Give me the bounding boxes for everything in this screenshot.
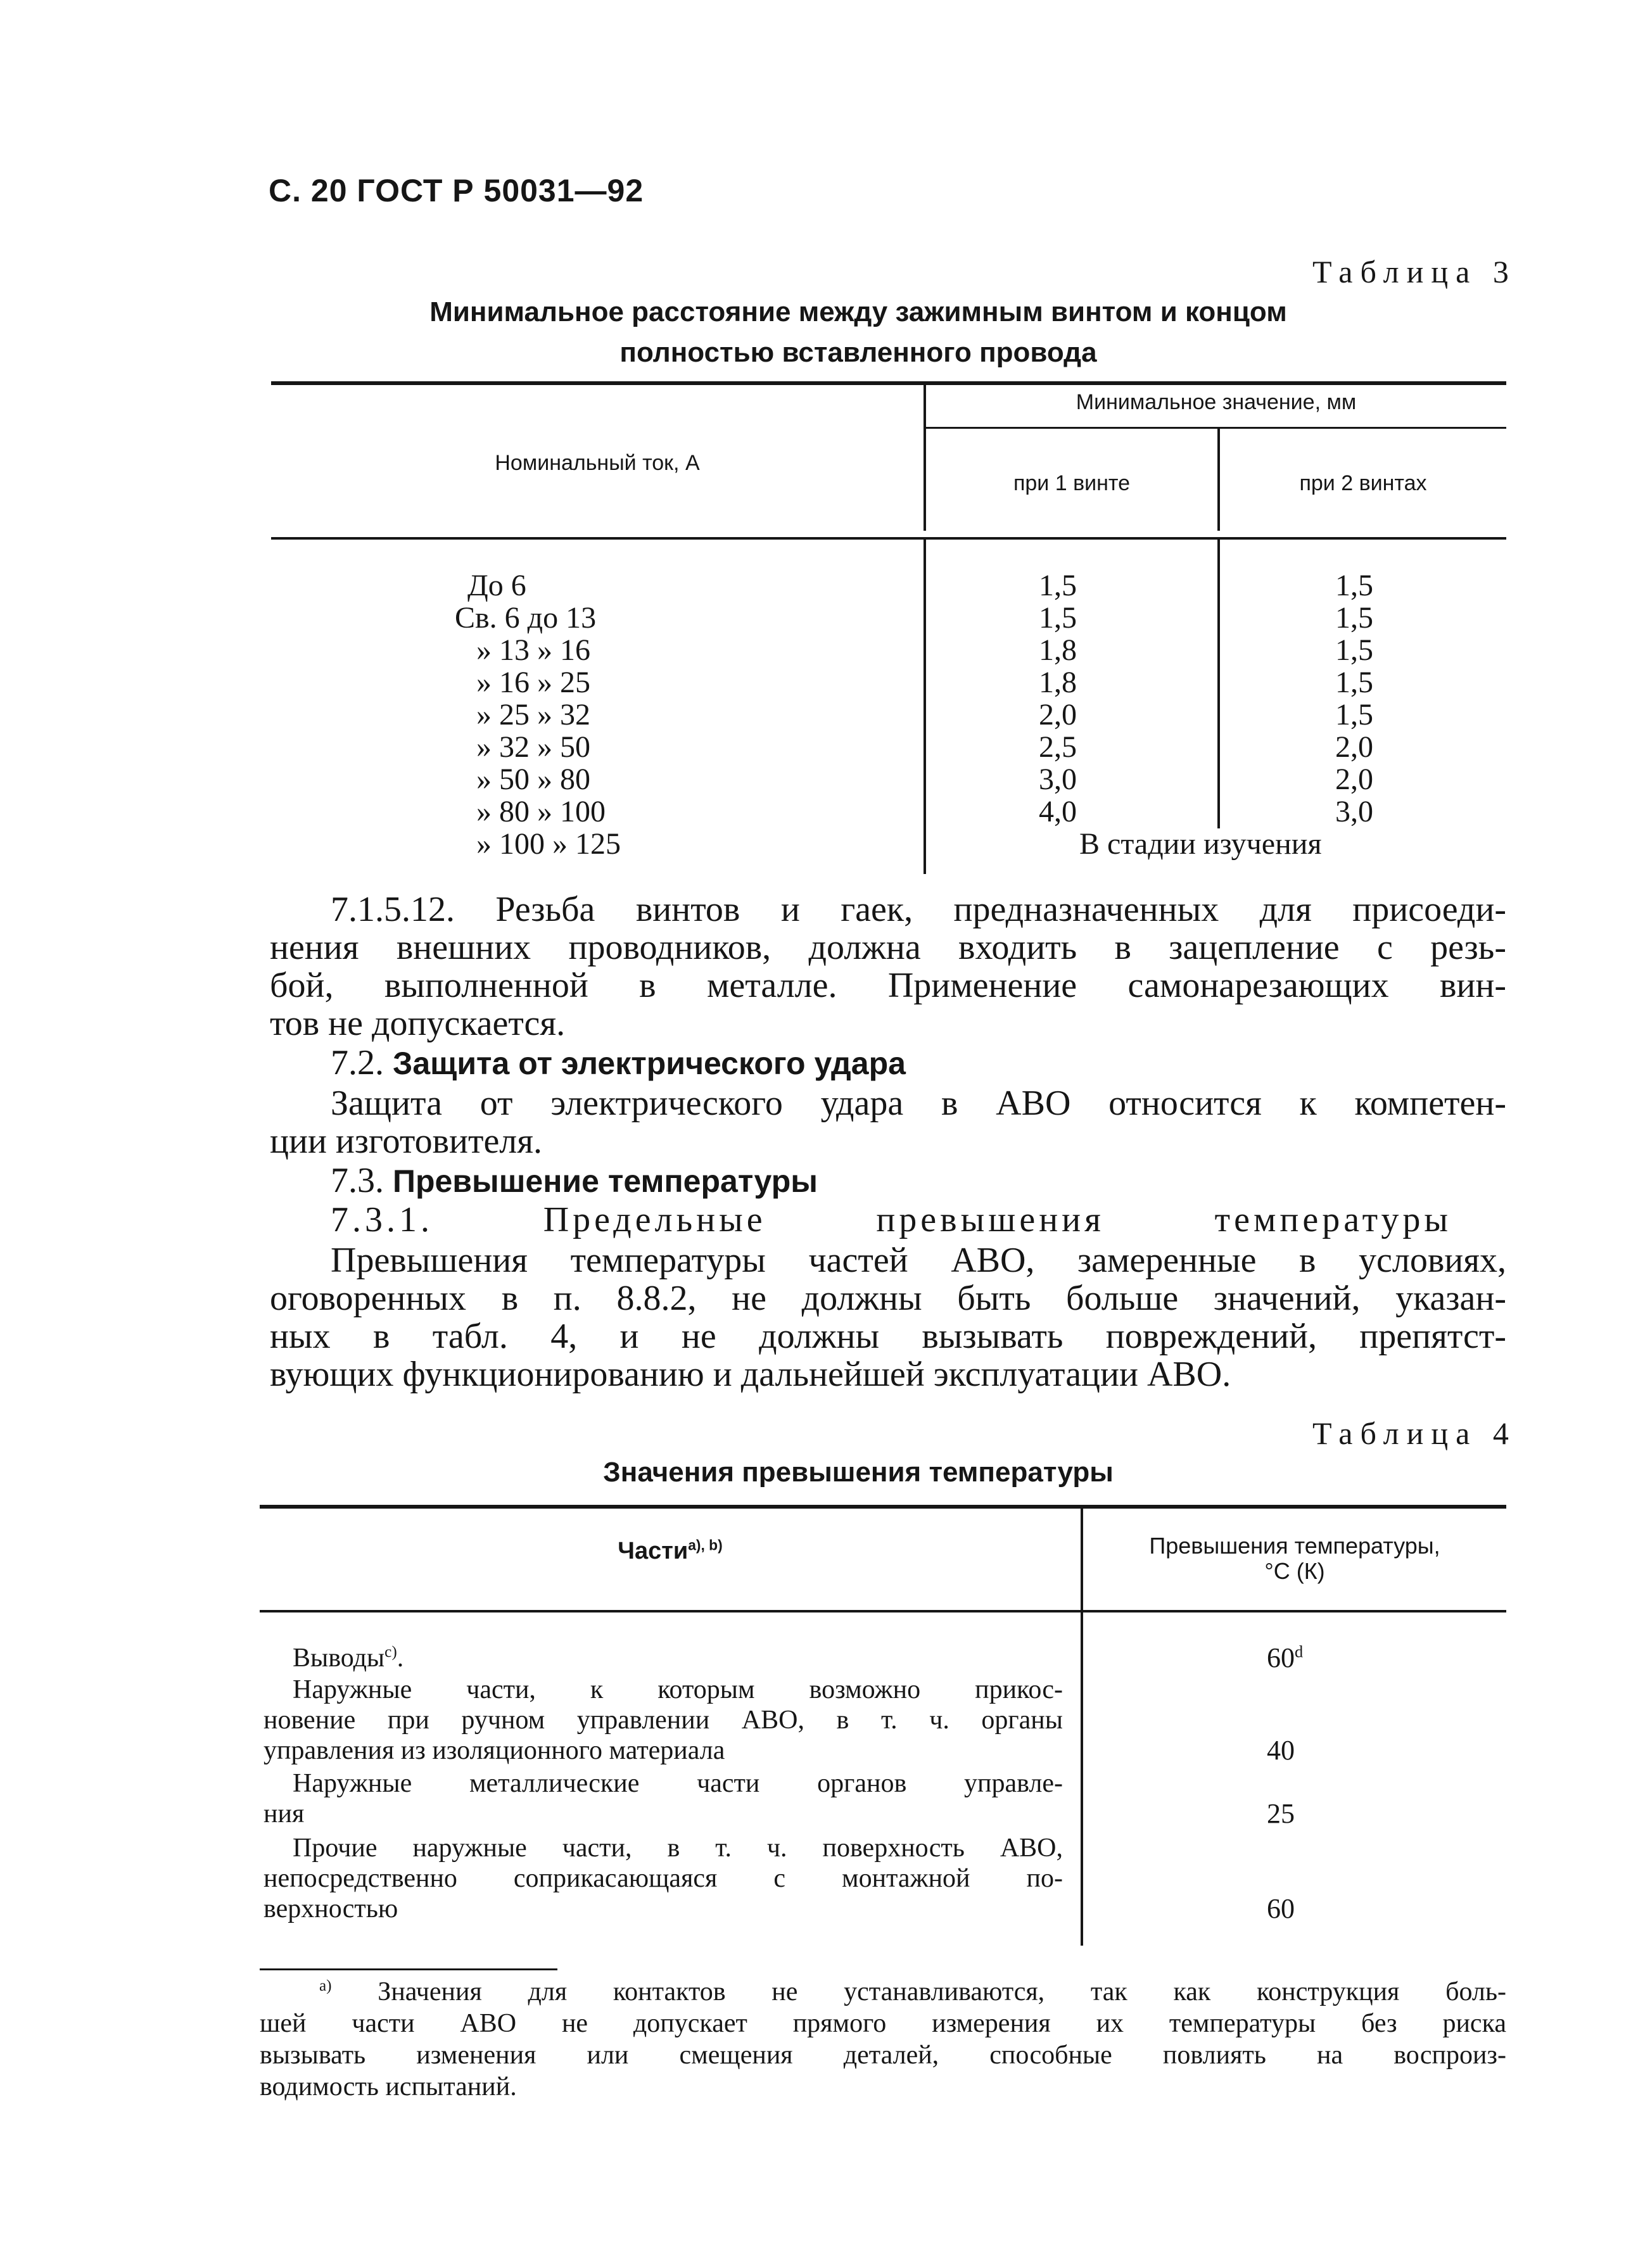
section-7-2-heading	[331, 1044, 906, 1082]
table3-current-cell: » 100 » 125	[476, 827, 621, 861]
table4-header-parts	[260, 1538, 1081, 1565]
table3-one-screw-cell: 1,8	[1039, 633, 1077, 667]
table3-two-screws-cell: 2,0	[1335, 730, 1373, 764]
table3-current-cell: » 32 » 50	[476, 730, 590, 764]
table3-current-cell: » 80 » 100	[476, 795, 606, 828]
table3-body-divider-main	[924, 540, 926, 874]
section-7-2-number: 7.2.	[331, 1043, 384, 1082]
table4-value-cell: 40	[1267, 1735, 1295, 1766]
table4-part-line: управления из изоляционного материала	[263, 1736, 725, 1765]
table3-two-screws-cell: 1,5	[1335, 698, 1373, 732]
footnote-a-line2: шей части АВО не допускает прямого измерения их температуры без риска	[260, 2009, 1506, 2038]
table3-header-min-value: Минимальное значение, мм	[1076, 390, 1357, 414]
clause-7-1-5-12-line3: бой, выполненной в металле. Применение самонарезающих вин-	[270, 966, 1506, 1005]
table3-two-screws-cell: 1,5	[1335, 666, 1373, 699]
table4-part-line: новение при ручном управлении АВО, в т. ч. органы	[263, 1706, 1063, 1735]
table3-current-cell: Св. 6 до 13	[455, 601, 597, 635]
table3-merged-cell: В стадии изучения	[1077, 828, 1324, 860]
footnote-a-text: Значения для контактов не устанавливаются, так как конструкция боль-	[378, 1977, 1506, 2006]
footnote-a-mark: a)	[319, 1977, 332, 1994]
table3-current-cell: » 13 » 16	[476, 633, 590, 667]
table4-value-cell: 60	[1267, 1893, 1295, 1924]
footnote-rule	[260, 1968, 557, 1970]
table4-part-line: Наружные металлические части органов управле-	[293, 1769, 1063, 1798]
table4-value-cell: 25	[1267, 1798, 1295, 1829]
table4-header-parts-label: Части	[618, 1538, 689, 1564]
table3-current-cell: » 50 » 80	[476, 763, 590, 796]
table3-two-screws-cell: 1,5	[1335, 569, 1373, 602]
table3-body-divider-sub	[1217, 540, 1220, 831]
table3-one-screw-cell: 2,5	[1039, 730, 1077, 764]
table4-part-cell	[293, 1643, 403, 1673]
table3-one-screw-cell: 1,5	[1039, 569, 1077, 602]
table3-header-rule	[271, 537, 1506, 540]
table4-header-rise-line2: °С (К)	[1264, 1558, 1325, 1584]
clause-7-1-5-12-line4: тов не допускается.	[270, 1004, 566, 1043]
table4-part-line: ния	[263, 1799, 305, 1828]
table4-label: Таблица 4	[1312, 1416, 1516, 1451]
table3-header-one-screw: при 1 винте	[1013, 471, 1131, 495]
footnote-a-line1	[319, 1976, 1506, 2008]
table3-subheader-rule	[926, 427, 1506, 429]
table3-one-screw-cell: 1,5	[1039, 601, 1077, 635]
table3-two-screws-cell: 3,0	[1335, 795, 1373, 828]
page-header: С. 20 ГОСТ Р 50031—92	[269, 173, 644, 208]
table3-top-rule	[271, 381, 1506, 385]
section-7-2-title: Защита от электрического удара	[393, 1046, 906, 1081]
table3-two-screws-cell: 1,5	[1335, 601, 1373, 635]
table4-value-cell	[1267, 1643, 1303, 1673]
table4-part-line: Прочие наружные части, в т. ч. поверхность АВО,	[293, 1834, 1063, 1863]
table3-title-line2: полностью вставленного провода	[619, 337, 1097, 368]
table3-label: Таблица 3	[1312, 254, 1516, 289]
table4-header-rule	[260, 1610, 1506, 1612]
table4-title: Значения превышения температуры	[603, 1457, 1114, 1488]
table4-value-sup: d	[1295, 1642, 1304, 1661]
table4-part-sup: c)	[384, 1644, 397, 1661]
table3-title-line1: Минимальное расстояние между зажимным винтом и концом	[429, 296, 1287, 327]
table3-current-cell: » 25 » 32	[476, 698, 590, 732]
table4-part-line: непосредственно соприкасающаяся с монтажной по-	[263, 1864, 1063, 1893]
table4-part-line: Выводы	[293, 1644, 385, 1673]
footnote-a-line3: вызывать изменения или смещения деталей, способные повлиять на воспроиз-	[260, 2041, 1506, 2070]
table4-part-tail: .	[397, 1644, 404, 1673]
section-7-3-heading	[331, 1162, 818, 1200]
section-7-3-line1: Превышения температуры частей АВО, замеренные в условиях,	[331, 1241, 1506, 1280]
section-7-2-line2: ции изготовителя.	[270, 1122, 543, 1161]
section-7-3-line3: ных в табл. 4, и не должны вызывать повреждений, препятст-	[270, 1317, 1506, 1356]
table4-value: 60	[1267, 1642, 1295, 1673]
section-7-2-line1: Защита от электрического удара в АВО относится к компетен-	[331, 1084, 1506, 1123]
table3-two-screws-cell: 2,0	[1335, 763, 1373, 796]
section-7-3-number: 7.3.	[331, 1161, 384, 1200]
table4-body-divider	[1081, 1612, 1083, 1946]
section-7-3-title: Превышение температуры	[393, 1163, 818, 1199]
table3-one-screw-cell: 3,0	[1039, 763, 1077, 796]
clause-7-1-5-12-line1: 7.1.5.12. Резьба винтов и гаек, предназначенных для присоеди-	[331, 890, 1506, 929]
table3-current-cell: До 6	[467, 569, 526, 602]
section-7-3-line2: оговоренных в п. 8.8.2, не должны быть больше значений, указан-	[270, 1279, 1506, 1318]
footnote-a-line4: водимость испытаний.	[260, 2072, 517, 2101]
table3-one-screw-cell: 1,8	[1039, 666, 1077, 699]
table4-header-parts-sup: a), b)	[688, 1536, 723, 1554]
table3-two-screws-cell: 1,5	[1335, 633, 1373, 667]
table3-one-screw-cell: 4,0	[1039, 795, 1077, 828]
table4-top-rule	[260, 1505, 1506, 1509]
table3-header-two-screws: при 2 винтах	[1299, 471, 1427, 495]
table4-part-line: верхностью	[263, 1894, 398, 1923]
table3-one-screw-cell: 2,0	[1039, 698, 1077, 732]
table4-part-line: Наружные части, к которым возможно прикос-	[293, 1675, 1063, 1704]
clause-7-1-5-12-line2: нения внешних проводников, должна входить в зацепление с резь-	[270, 928, 1506, 967]
section-7-3-1-heading: 7.3.1. Предельные превышения температуры	[331, 1200, 1452, 1239]
section-7-3-line4: вующих функционированию и дальнейшей эксплуатации АВО.	[270, 1355, 1231, 1394]
table4-header-rise-line1: Превышения температуры,	[1149, 1533, 1440, 1559]
table3-current-cell: » 16 » 25	[476, 666, 590, 699]
table3-header-current: Номинальный ток, А	[495, 451, 700, 475]
